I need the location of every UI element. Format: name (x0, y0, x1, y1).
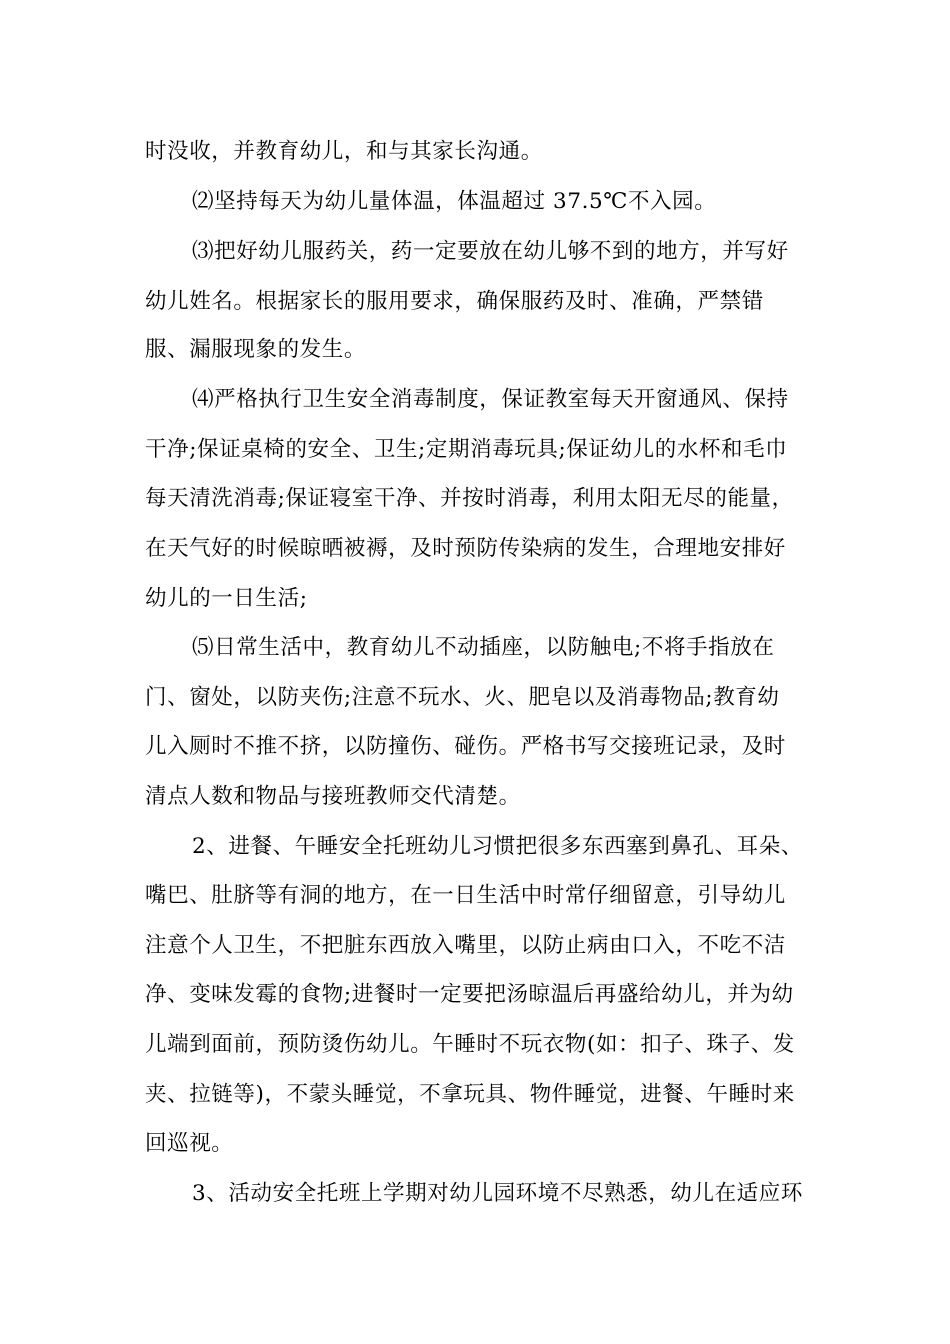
text-line: 回巡视。 (145, 1131, 234, 1156)
text-line: 在天气好的时候晾晒被褥，及时预防传染病的发生，合理地安排好 (145, 536, 786, 561)
text-line: 嘴巴、肚脐等有洞的地方，在一日生活中时常仔细留意，引导幼儿 (145, 883, 786, 908)
text-line: ⑵坚持每天为幼儿量体温，体温超过 37.5℃不入园。 (192, 189, 717, 214)
text-line: ⑷严格执行卫生安全消毒制度，保证教室每天开窗通风、保持 (192, 387, 789, 412)
text-line: 干净;保证桌椅的安全、卫生;定期消毒玩具;保证幼儿的水杯和毛巾 (145, 437, 788, 462)
text-line: 儿入厕时不推不挤，以防撞伤、碰伤。严格书写交接班记录，及时 (145, 734, 786, 759)
text-line: 幼儿的一日生活; (145, 586, 308, 611)
text-line: 夹、拉链等)，不蒙头睡觉，不拿玩具、物件睡觉，进餐、午睡时来 (145, 1082, 795, 1107)
text-line: 2、进餐、午睡安全托班幼儿习惯把很多东西塞到鼻孔、耳朵、 (192, 834, 803, 859)
text-line: 净、变味发霉的食物;进餐时一定要把汤晾温后再盛给幼儿，并为幼 (145, 982, 794, 1007)
text-line: 清点人数和物品与接班教师交代清楚。 (145, 784, 521, 809)
text-line: 每天清洗消毒;保证寝室干净、并按时消毒，利用太阳无尽的能量， (145, 486, 794, 511)
text-line: ⑸日常生活中，教育幼儿不动插座，以防触电;不将手指放在 (192, 635, 775, 660)
text-line: 时没收，并教育幼儿，和与其家长沟通。 (145, 139, 543, 164)
text-line: 服、漏服现象的发生。 (145, 337, 367, 362)
text-line: 3、活动安全托班上学期对幼儿园环境不尽熟悉，幼儿在适应环 (192, 1181, 803, 1206)
text-line: 门、窗处，以防夹伤;注意不玩水、火、肥皂以及消毒物品;教育幼 (145, 685, 780, 710)
text-line: 幼儿姓名。根据家长的服用要求，确保服药及时、准确，严禁错 (145, 289, 764, 314)
text-line: 儿端到面前，预防烫伤幼儿。午睡时不玩衣物(如：扣子、珠子、发 (145, 1032, 795, 1057)
text-line: ⑶把好幼儿服药关，药一定要放在幼儿够不到的地方，并写好 (192, 239, 789, 264)
text-line: 注意个人卫生，不把脏东西放入嘴里，以防止病由口入，不吃不洁 (145, 933, 786, 958)
